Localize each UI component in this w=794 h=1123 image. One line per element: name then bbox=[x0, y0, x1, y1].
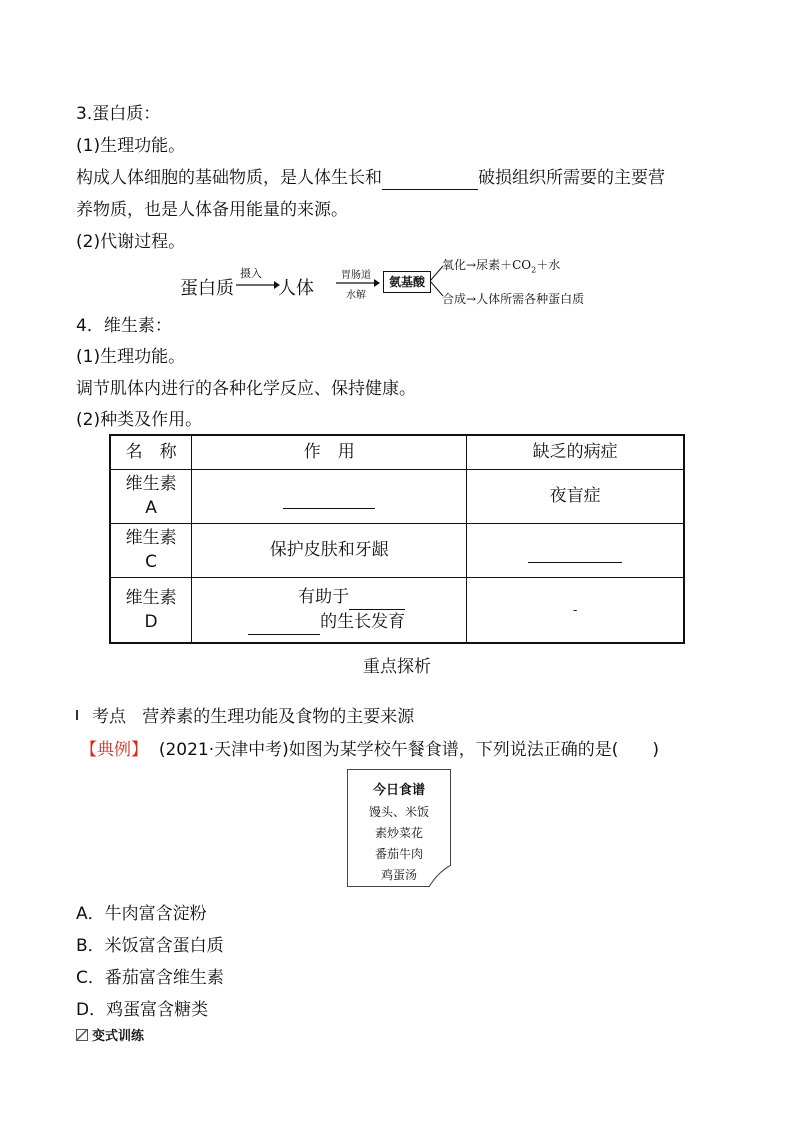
section4-function-text: 调节肌体内进行的各种化学反应、保持健康。 bbox=[76, 379, 416, 399]
arrow-icon bbox=[236, 280, 280, 290]
protein-function-text-a: 构成人体细胞的基础物质，是人体生长和 bbox=[76, 168, 382, 188]
menu-item: 素炒菜花 bbox=[374, 826, 423, 840]
vitamin-c-disease bbox=[467, 523, 684, 577]
diagram-urea: 尿素 bbox=[476, 258, 501, 272]
vitamin-d-name bbox=[110, 577, 192, 643]
vitamin-d-effect-text-b: 的生长发育 bbox=[320, 611, 406, 632]
vitamin-d-disease: - bbox=[467, 577, 684, 643]
diagram-oxidize: 氧化 bbox=[442, 258, 467, 272]
diagram-gut-label: 胃肠道 bbox=[341, 270, 371, 281]
variant-icon bbox=[76, 1029, 88, 1041]
vitamin-name-text: 维生素 bbox=[125, 528, 177, 548]
diagram-synthesis-row: 合成→人体所需各种蛋白质 bbox=[442, 292, 585, 306]
metabolism-diagram bbox=[180, 258, 620, 310]
key-point-text: 营养素的生理功能及食物的主要来源 bbox=[142, 707, 415, 727]
diagram-plus-2: ＋ bbox=[536, 258, 549, 272]
key-point-label: 考点 bbox=[92, 707, 126, 727]
section4-types-heading: (2)种类及作用。 bbox=[76, 410, 203, 430]
section4-title: 4．维生素： bbox=[76, 316, 172, 336]
vitamin-name-text: 维生素 bbox=[125, 587, 177, 608]
example-stem: (2021·天津中考)如图为某学校午餐食谱，下列说法正确的是( ) bbox=[158, 740, 660, 760]
diagram-ingest-label: 摄入 bbox=[240, 267, 262, 280]
vitamin-c-name bbox=[110, 523, 192, 577]
key-point bbox=[76, 706, 414, 728]
section4-function-heading: (1)生理功能。 bbox=[76, 347, 186, 367]
diagram-body: 人体 bbox=[278, 278, 314, 299]
flag-icon bbox=[76, 710, 86, 720]
table-header-name: 名 称 bbox=[110, 435, 192, 469]
diagram-oxidation-row: 氧化→尿素$+CO_2+$水 bbox=[442, 258, 561, 275]
example-tag: 【典例】 bbox=[80, 740, 148, 760]
section3-metabolism-heading: (2)代谢过程。 bbox=[76, 232, 186, 252]
vitamin-letter: D bbox=[144, 611, 158, 632]
table-header-effect: 作 用 bbox=[192, 435, 467, 469]
blank-vitamin-a-effect[interactable] bbox=[283, 484, 375, 509]
option-a[interactable]: A．牛肉富含淀粉 bbox=[76, 904, 207, 924]
lunch-menu-card bbox=[347, 769, 451, 887]
vitamin-name-text: 维生素 bbox=[125, 474, 177, 494]
variant-label: 变式训练 bbox=[92, 1029, 145, 1044]
diagram-protein: 蛋白质 bbox=[180, 278, 234, 299]
diagram-amino-box: 氨基酸 bbox=[383, 271, 431, 293]
section3-function-heading: (1)生理功能。 bbox=[76, 136, 186, 156]
section3-function-text-2: 养物质，也是人体备用能量的来源。 bbox=[76, 200, 348, 220]
blank-vitamin-d-effect-2[interactable] bbox=[248, 610, 320, 635]
page-curl-icon bbox=[429, 865, 451, 887]
option-c[interactable]: C．番茄富含维生素 bbox=[76, 968, 224, 988]
option-b[interactable]: B．米饭富含蛋白质 bbox=[76, 936, 224, 956]
diagram-body-protein: 人体所需各种蛋白质 bbox=[476, 292, 585, 306]
vitamin-a-effect bbox=[192, 469, 467, 523]
vitamin-c-effect: 保护皮肤和牙龈 bbox=[192, 523, 467, 577]
table-row bbox=[110, 577, 684, 643]
diagram-synth: 合成 bbox=[442, 292, 467, 306]
protein-function-text-b: 破损组织所需要的主要营 bbox=[478, 168, 665, 188]
menu-item: 番茄牛肉 bbox=[374, 847, 423, 861]
vitamin-table bbox=[109, 434, 685, 644]
vitamin-a-name bbox=[110, 469, 192, 523]
vitamin-letter: C bbox=[145, 552, 158, 572]
section-caption: 重点探析 bbox=[363, 657, 431, 677]
table-header-row bbox=[110, 435, 684, 469]
diagram-co2-subscript: 2 bbox=[531, 265, 537, 275]
blank-vitamin-c-disease[interactable] bbox=[528, 538, 622, 563]
menu-item: 鸡蛋汤 bbox=[380, 868, 417, 882]
option-d[interactable]: D．鸡蛋富含糖类 bbox=[76, 1000, 209, 1020]
blank-growth[interactable] bbox=[382, 167, 478, 190]
vitamin-a-disease: 夜盲症 bbox=[467, 469, 684, 523]
example-question bbox=[80, 739, 659, 761]
variant-training bbox=[76, 1028, 144, 1046]
blank-vitamin-d-effect-1[interactable] bbox=[349, 585, 405, 610]
table-header-disease: 缺乏的病症 bbox=[467, 435, 684, 469]
diagram-co2: CO bbox=[512, 258, 532, 272]
menu-title: 今日食谱 bbox=[372, 783, 425, 798]
table-row bbox=[110, 469, 684, 523]
diagram-plus: ＋ bbox=[500, 258, 513, 272]
table-row bbox=[110, 523, 684, 577]
section3-title: 3.蛋白质： bbox=[76, 104, 161, 124]
vitamin-d-effect-text-a: 有助于 bbox=[298, 586, 350, 607]
diagram-hydrolysis-label: 水解 bbox=[346, 290, 366, 301]
diagram-water: 水 bbox=[548, 258, 561, 272]
vitamin-letter: A bbox=[145, 498, 157, 518]
section3-function-text bbox=[76, 167, 665, 190]
vitamin-d-effect bbox=[192, 577, 467, 643]
menu-item: 馒头、米饭 bbox=[368, 805, 429, 819]
